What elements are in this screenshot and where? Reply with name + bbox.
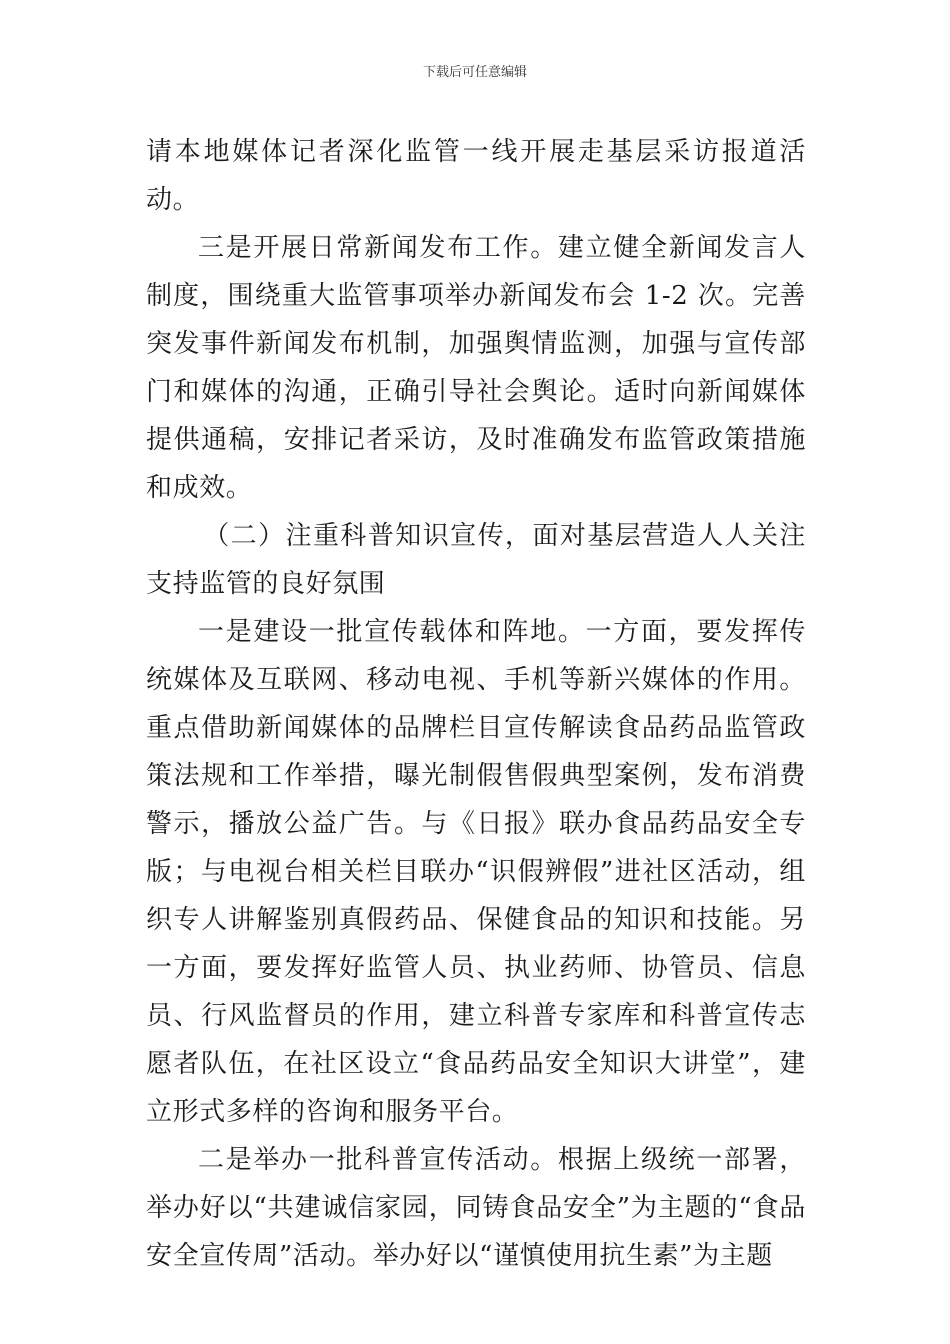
paragraph-science-activities: 二是举办一批科普宣传活动。根据上级统一部署，举办好以“共建诚信家园，同铸食品安全”为主题的“食品安全宣传周”活动。举办好以“谨慎使用抗生素”为主题 bbox=[146, 1145, 806, 1271]
paragraph-continuation: 请本地媒体记者深化监管一线开展走基层采访报道活动。 bbox=[146, 137, 806, 215]
page-header-note: 下载后可任意编辑 bbox=[422, 65, 527, 80]
paragraph-news-release: 三是开展日常新闻发布工作。建立健全新闻发言人制度，围绕重大监管事项举办新闻发布会 1-2 次。完善突发事件新闻发布机制，加强舆情监测，加强与宣传部门和媒体的沟通，正确引导社会舆论。适时向新闻媒体提供通稿，安排记者采访，及时准确发布监管政策措施和成效。 bbox=[146, 233, 806, 503]
section-heading: （二）注重科普知识宣传，面对基层营造人人关注支持监管的良好氛围 bbox=[146, 521, 806, 599]
document-body bbox=[146, 128, 806, 1280]
paragraph-publicity-carriers: 一是建设一批宣传载体和阵地。一方面，要发挥传统媒体及互联网、移动电视、手机等新兴媒体的作用。重点借助新闻媒体的品牌栏目宣传解读食品药品监管政策法规和工作举措，曝光制假售假典型案例，发布消费警示，播放公益广告。与《日报》联办食品药品安全专版；与电视台相关栏目联办“识假辨假”进社区活动，组织专人讲解鉴别真假药品、保健食品的知识和技能。另一方面，要发挥好监管人员、执业药师、协管员、信息员、行风监督员的作用，建立科普专家库和科普宣传志愿者队伍，在社区设立“食品药品安全知识大讲堂”，建立形式多样的咨询和服务平台。 bbox=[146, 617, 806, 1127]
